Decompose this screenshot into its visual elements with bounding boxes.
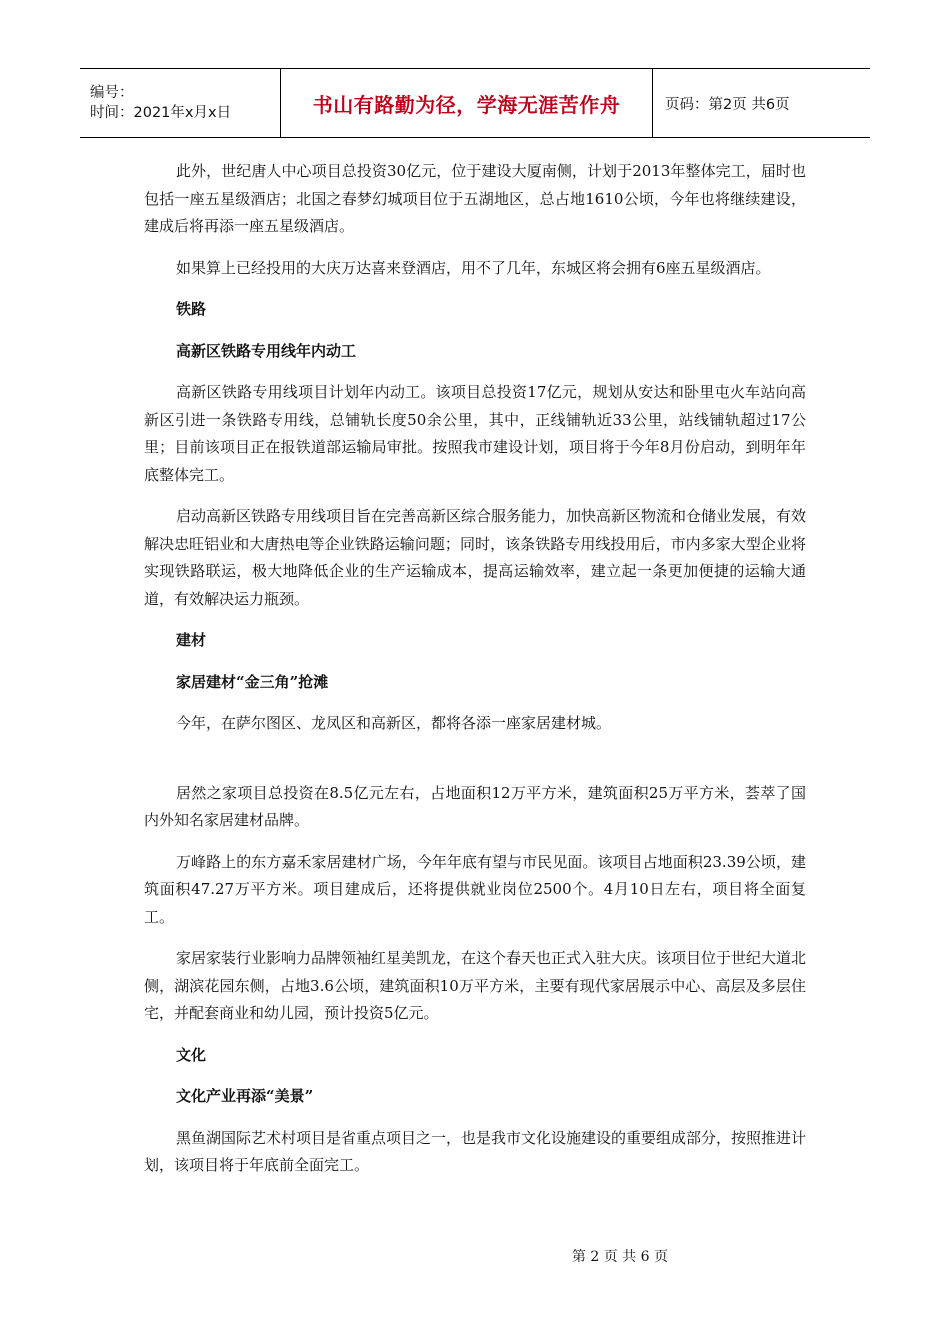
document-body	[144, 158, 806, 1194]
paragraph: 黑鱼湖国际艺术村项目是省重点项目之一，也是我市文化设施建设的重要组成部分，按照推进计划，该项目将于年底前全面完工。	[144, 1128, 807, 1174]
page-footer	[0, 1246, 950, 1266]
paragraph: 今年，在萨尔图区、龙凤区和高新区，都将各添一座家居建材城。	[176, 714, 612, 732]
header-motto-cell	[281, 69, 653, 137]
doc-time-label: 时间：2021年x月x日	[90, 105, 232, 121]
section-heading-railway: 铁路	[176, 300, 207, 318]
paragraph: 高新区铁路专用线项目计划年内动工。该项目总投资17亿元，规划从安达和卧里屯火车站向高新区引进一条铁路专用线，总铺轨长度50余公里，其中，正线铺轨近33公里，站线铺轨超过17公里；目前该项目正在报铁道部运输局审批。按照我市建设计划，项目将于今年8月份启动，到明年年底整体完工。	[144, 383, 806, 484]
section-subheading-building: 家居建材“金三角”抢滩	[176, 672, 329, 691]
paragraph: 此外，世纪唐人中心项目总投资30亿元，位于建设大厦南侧，计划于2013年整体完工，届时也包括一座五星级酒店；北国之春梦幻城项目位于五湖地区，总占地1610公顷，今年也将继续建设，建成后将再添一座五星级酒店。	[144, 162, 806, 235]
doc-number-label: 编号：	[90, 85, 134, 101]
paragraph: 如果算上已经投用的大庆万达喜来登酒店，用不了几年，东城区将会拥有6座五星级酒店。	[176, 258, 771, 277]
document-header	[80, 68, 870, 138]
section-heading-building: 建材	[176, 631, 207, 649]
header-meta-cell	[80, 69, 281, 137]
blank-line	[144, 752, 806, 780]
header-page-cell	[653, 69, 870, 137]
footer-page-number: 第 2 页 共 6 页	[571, 1249, 668, 1265]
paragraph: 居然之家项目总投资在8.5亿元左右，占地面积12万平方米，建筑面积25万平方米，荟萃了国内外知名家居建材品牌。	[144, 783, 806, 829]
paragraph: 万峰路上的东方嘉禾家居建材广场，今年年底有望与市民见面。该项目占地面积23.39公顷，建筑面积47.27万平方米。项目建成后，还将提供就业岗位2500个。4月10日左右，项目将全面复工。	[144, 852, 806, 926]
header-motto: 书山有路勤为径，学海无涯苦作舟	[312, 92, 621, 117]
paragraph: 启动高新区铁路专用线项目旨在完善高新区综合服务能力，加快高新区物流和仓储业发展，有效解决忠旺铝业和大唐热电等企业铁路运输问题；同时，该条铁路专用线投用后，市内多家大型企业将实现铁路联运，极大地降低企业的生产运输成本，提高运输效率，建立起一条更加便捷的运输大通道，有效解决运力瓶颈。	[144, 507, 807, 608]
section-subheading-railway: 高新区铁路专用线年内动工	[176, 341, 357, 360]
paragraph: 家居家装行业影响力品牌领袖红星美凯龙，在这个春天也正式入驻大庆。该项目位于世纪大道北侧，湖滨花园东侧，占地3.6公顷，建筑面积10万平方米，主要有现代家居展示中心、高层及多层住宅，并配套商业和幼儿园，预计投资5亿元。	[144, 949, 807, 1022]
section-heading-culture: 文化	[176, 1045, 207, 1064]
section-subheading-culture: 文化产业再添“美景”	[176, 1087, 314, 1105]
header-page-info: 页码：第2页 共6页	[665, 96, 790, 113]
